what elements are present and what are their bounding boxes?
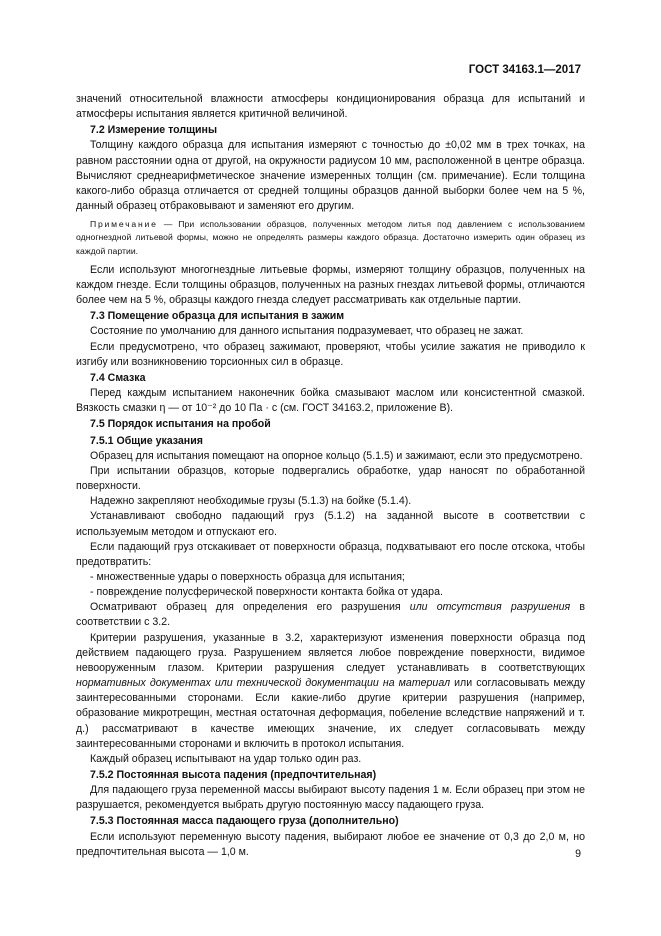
note <box>76 218 585 258</box>
section-7-3-heading: 7.3 Помещение образца для испытания в зажим <box>90 310 345 323</box>
paragraph: Образец для испытания помещают на опорное кольцо (5.1.5) и зажимают, если это предусмотрено. <box>90 449 583 462</box>
section-7-5-1-heading: 7.5.1 Общие указания <box>90 434 203 447</box>
list-item: - повреждение полусферической поверхности контакта бойка от удара. <box>90 586 443 599</box>
paragraph: Если предусмотрено, что образец зажимают, проверяют, чтобы усилие зажатия не приводило к изгибу или возникновению торсионных сил в образце. <box>76 340 585 368</box>
section-7-4-heading: 7.4 Смазка <box>90 371 146 384</box>
paragraph: Если используют переменную высоту падения, выбирают любое ее значение от 0,3 до 2,0 м, но предпочтительная высота — 1,0 м. <box>76 830 585 858</box>
note-text: — При использовании образцов, полученных методом литья под давлением с использованием одногнездной литьевой формы, можно не определять размеры каждого образца. Достаточно измерить один образец из каждой партии. <box>76 219 585 256</box>
section-7-5-heading: 7.5 Порядок испытания на пробой <box>90 418 271 431</box>
paragraph: Устанавливают свободно падающий груз (5.1.2) на заданной высоте в соответствии с используемым методом и отпускают его. <box>76 510 585 538</box>
section-7-5-2-heading: 7.5.2 Постоянная высота падения (предпочтительная) <box>90 769 377 782</box>
paragraph: Каждый образец испытывают на удар только один раз. <box>90 752 362 765</box>
text-run: или согласовывать между заинтересованными сторонами. Если какие-либо другие критерии разрушения (например, образование микротрещин, местная остаточная деформация, побеление вследствие напряжений и т. д.) рассматривают в качестве имеющих значение, их следует согласовывать между заинтересованными сторонами и включить в протокол испытания. <box>76 677 586 750</box>
paragraph: Если используют многогнездные литьевые формы, измеряют толщину образцов, полученных на каждом гнезде. Если толщины образцов, полученных на разных гнездах литьевой формы, отличаются более чем на 5 %, образцы каждого гнезда следует рассматривать как отдельные партии. <box>76 263 585 307</box>
text-run: в соответствии с 3.2. <box>76 601 585 629</box>
page-content <box>76 92 585 860</box>
note-label: Примечание <box>90 219 158 230</box>
italic-run: нормативных документах или технической документации на материал <box>76 677 451 690</box>
text-run: Критерии разрушения, указанные в 3.2, характеризуют изменения поверхности образца под действием падающего груза. Разрушением является любое повреждение поверхности, видимое невооруженным глазом. Критерии разрушения следует устанавливать в соответствующих <box>76 631 585 674</box>
paragraph: Для падающего груза переменной массы выбирают высоту падения 1 м. Если образец при этом не разрушается, рекомендуется выбрать другую постоянную массу падающего груза. <box>76 784 585 812</box>
section-7-5-3-heading: 7.5.3 Постоянная масса падающего груза (дополнительно) <box>90 815 399 828</box>
intro-paragraph: значений относительной влажности атмосферы кондиционирования образца для испытаний и атмосферы испытания является критичной величиной. <box>76 93 585 121</box>
paragraph <box>76 631 585 752</box>
text-run: Осматривают образец для определения его разрушения <box>90 601 410 614</box>
section-7-2-heading: 7.2 Измерение толщины <box>90 124 218 137</box>
italic-run: или отсутствия разрушения <box>409 601 571 614</box>
paragraph: Толщину каждого образца для испытания измеряют с точностью до ±0,02 мм в трех точках, на равном расстоянии одна от другой, на окружности радиусом 10 мм, расположенной в центре образца. Вычисляют среднеарифметическое значение измеренных толщин (см. примечание). Если толщина какого-либо образца отличается от средней толщины образцов данной выборки более чем на 5 %, данный образец отбраковывают и заменяют его другим. <box>76 139 585 213</box>
document-id: ГОСТ 34163.1—2017 <box>468 64 581 76</box>
page-number: 9 <box>575 848 581 860</box>
paragraph: Перед каждым испытанием наконечник бойка смазывают маслом или консистентной смазкой. Вязкость смазки η — от 10⁻² до 10 Па · с (см. ГОСТ 34163.2, приложение В). <box>76 387 585 415</box>
paragraph <box>76 600 585 630</box>
list-item: - множественные удары о поверхность образца для испытания; <box>90 570 405 583</box>
paragraph: Надежно закрепляют необходимые грузы (5.1.3) на бойке (5.1.4). <box>90 495 412 508</box>
paragraph: При испытании образцов, которые подвергались обработке, удар наносят по обработанной поверхности. <box>76 464 585 493</box>
paragraph: Состояние по умолчанию для данного испытания подразумевает, что образец не зажат. <box>90 325 524 338</box>
paragraph: Если падающий груз отскакивает от поверхности образца, подхватывают его после отскока, чтобы предотвратить: <box>76 540 585 568</box>
